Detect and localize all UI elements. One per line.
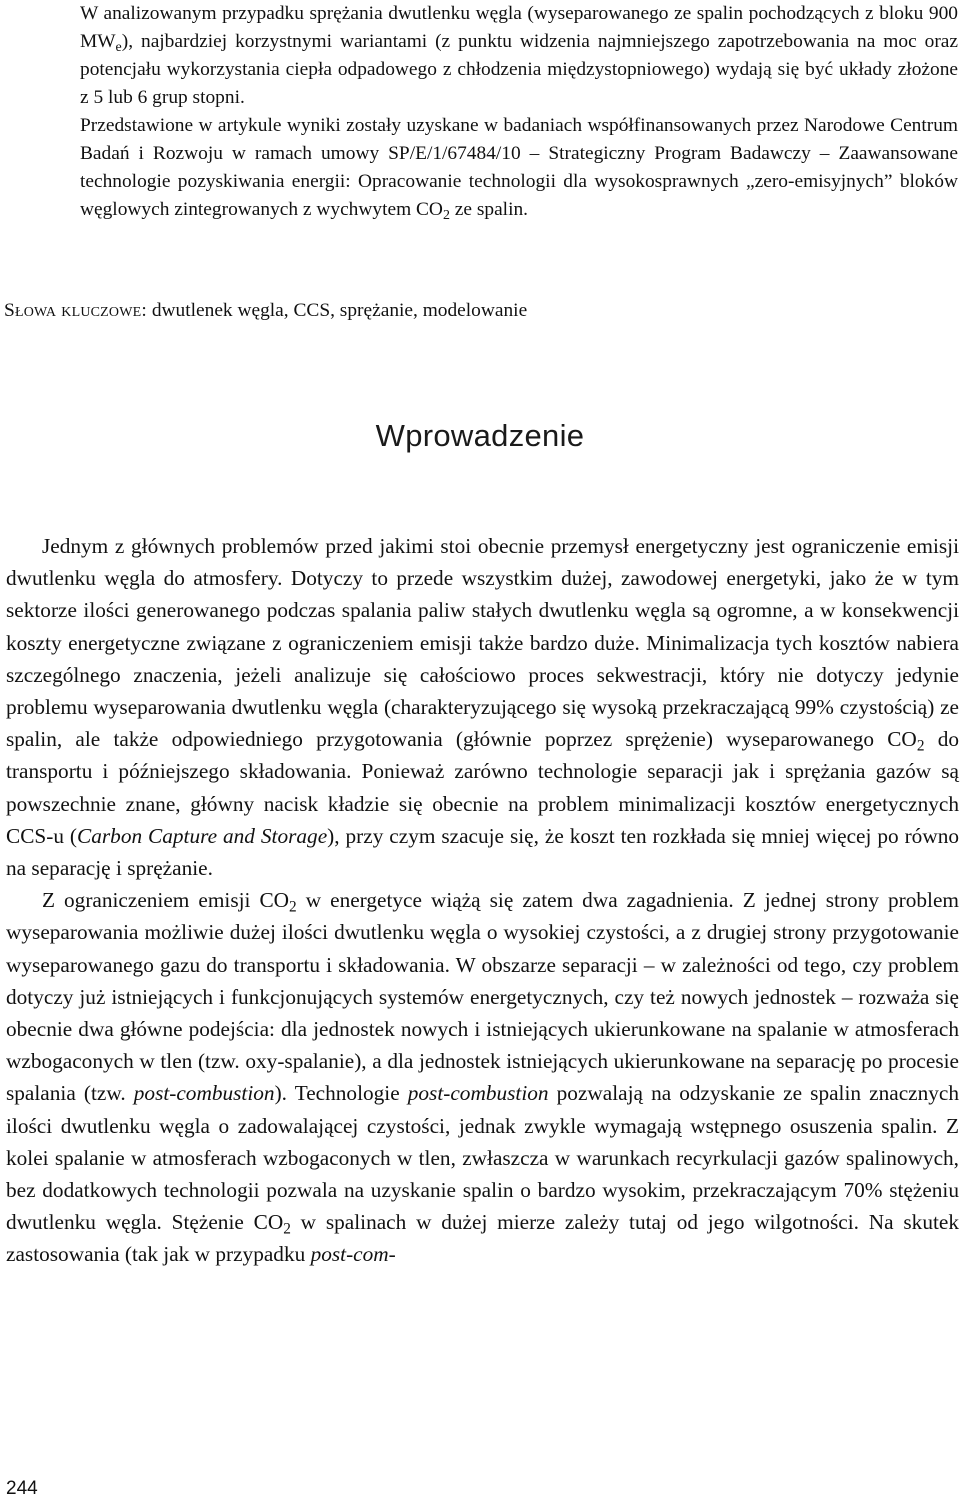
body-paragraph-1: Jednym z głównych problemów przed jakimi stoi obecnie przemysł energetyczny jest ograniczenie emisji dwutlenku węgla do atmosfery. Dotyczy to przede wszystkim dużej, zawodowej energetyki, jako że w tym sektorze ilości generowanego podczas spalania paliw stałych dwutlenku węgla są ogromne, a w konsekwencji koszty energetyczne związane z ograniczeniem emisji także bardzo duże. Minimalizacja tych kosztów nabiera szczególnego znaczenia, jeżeli analizuje się całościowo proces sekwestracji, który nie dotyczy jedynie problemu wyseparowania dwutlenku węgla (charakteryzującego się wysoką przekraczającą 99% czystością) ze spalin, ale także odpowiedniego przygotowania (głównie poprzez sprężenie) wyseparowanego $CO_2$ do transportu i późniejszego składowania. Ponieważ zarówno technologie separacji jak i sprężania gazów są powszechnie znane, główny nacisk kładzie się obecnie na problem minimalizacji kosztów energetycznych CCS-u (Carbon Capture and Storage), przy czym szacuje się, że koszt ten rozkłada się mniej więcej po równo na separację i sprężanie. (6, 534, 960, 881)
abstract-paragraph-1: W analizowanym przypadku sprężania dwutlenku węgla (wyseparowanego ze spalin pochodzących z bloku 900 $MW_e$), najbardziej korzystnymi wariantami (z punktu widzenia najmniejszego zapotrzebowania na moc oraz potencjału wykorzystania ciepła odpadowego z chłodzenia międzystopniowego) wydają się być układy złożone z 5 lub 6 grup stopni. (80, 3, 958, 108)
section-heading: Wprowadzenie (375, 418, 585, 453)
keywords-text: dwutlenek węgla, CCS, sprężanie, modelowanie (147, 300, 528, 321)
abstract-block (80, 0, 958, 224)
subscript: 2 (442, 207, 450, 223)
italic-term: post-com- (310, 1242, 396, 1267)
keywords-line (4, 297, 954, 325)
keywords-label: Słowa kluczowe: (4, 300, 147, 321)
abstract-paragraph-2: Przedstawione w artykule wyniki zostały uzyskane w badaniach współfinansowanych przez Narodowe Centrum Badań i Rozwoju w ramach umowy SP/E/1/67484/10 – Strategiczny Program Badawczy – Zaawansowane technologie pozyskiwania energii: Opracowanie technologii dla wysokosprawnych „zero-emisyjnych” bloków węglowych zintegrowanych z wychwytem $CO_2$ ze spalin. (80, 115, 958, 223)
subscript: 2 (916, 737, 925, 755)
subscript: 2 (283, 1220, 291, 1238)
italic-term: Carbon Capture and Storage (77, 823, 328, 848)
italic-term: post-combustion (133, 1081, 275, 1106)
subscript: e (115, 39, 122, 55)
body-text (6, 530, 959, 1271)
page-number: 244 (6, 1478, 38, 1499)
italic-term: post-combustion (407, 1081, 549, 1106)
subscript: 2 (289, 898, 297, 916)
body-paragraph-2: Z ograniczeniem emisji $CO_2$ w energetyce wiążą się zatem dwa zagadnienia. Z jednej strony problem wyseparowania możliwie dużej ilości dwutlenku węgla o wysokiej czystości, a z drugiej strony przygotowanie wyseparowanego gazu do transportu i składowania. W obszarze separacji – w zależności od tego, czy problem dotyczy już istniejących i funkcjonujących systemów energetycznych, czy też nowych jednostek – rozważa się obecnie dwa główne podejścia: dla jednostek nowych i istniejących ukierunkowane na spalanie w atmosferach wzbogaconych w tlen (tzw. oxy-spalanie), a dla jednostek istniejących ukierunkowane na separację po procesie spalania (tzw. post-combustion). Technologie post-combustion pozwalają na odzyskanie ze spalin znacznych ilości dwutlenku węgla o zadowalającej czystości, jednak zwykle wymagają wstępnego osuszenia spalin. Z kolei spalanie w atmosferach wzbogaconych w tlen, zwłaszcza w warunkach recyrkulacji gazów spalinowych, bez dodatkowych technologii pozwala na uzyskanie spalin o bardzo wysokim, przekraczającym 70% stężeniu dwutlenku węgla. Stężenie $CO_2$ w spalinach w dużej mierze zależy tutaj od jego wilgotności. Na skutek zastosowania (tak jak w przypadku post-com- (6, 888, 959, 1267)
